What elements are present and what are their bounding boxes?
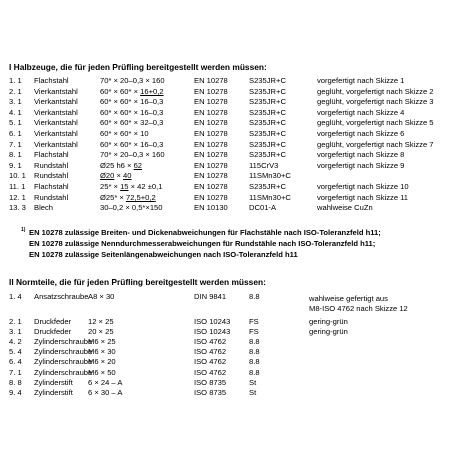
dims-cell: M6 × 50 (88, 367, 116, 377)
note-line: wahlweise gefertigt aus (309, 294, 388, 303)
grade-cell: FS (249, 317, 259, 326)
note-cell: gering-grün (309, 317, 348, 326)
note-cell: vorgefertigt nach Skizze 10 (317, 182, 409, 191)
name-cell: Vierkantstahl (34, 107, 78, 117)
dims-part: × 42 ±0,1 (128, 182, 163, 191)
norm-cell: EN 10278 (194, 192, 228, 202)
norm-cell: ISO 4762 (194, 367, 227, 377)
dims-cell (100, 118, 163, 128)
pos-cell: 8. 1 (9, 150, 22, 160)
footnote-line: EN 10278 zulässige Nenndurchmesserabweichungen für Rundstähle nach ISO-Toleranzfeld h11; (29, 239, 376, 248)
material-cell: 11SMn30+C (249, 192, 291, 202)
table-row (0, 388, 458, 398)
dims-part: × (114, 171, 124, 181)
dims-part: 60* × 60* × (100, 86, 141, 96)
pos-cell: 8. 8 (9, 377, 22, 387)
norm-cell: EN 10278 (194, 118, 228, 128)
norm-cell: ISO 8735 (194, 387, 227, 397)
table-row (0, 378, 458, 388)
dims-part: 70* × 20–0,3 × 160 (100, 150, 165, 160)
name-cell: Vierkantstahl (34, 129, 78, 138)
pos-cell: 3. 1 (9, 327, 22, 337)
norm-cell: EN 10278 (194, 129, 228, 138)
name-cell: Rundstahl (34, 171, 69, 181)
dims-cell (100, 76, 165, 86)
name-cell: Zylinderstift (34, 377, 73, 387)
dims-cell (100, 108, 163, 118)
table-row (0, 76, 458, 86)
name-cell: Flachstahl (34, 150, 69, 160)
footnote-marker: 1) (21, 227, 26, 233)
note-cell: geglüht, vorgefertigt nach Skizze 7 (317, 139, 434, 149)
dims-cell: M6 × 20 (88, 357, 116, 367)
name-cell: Flachstahl (34, 76, 69, 85)
dims-part: 60* × 60* × 10 (100, 129, 149, 138)
dims-part: Ø20 (100, 171, 115, 181)
pos-cell: 3. 1 (9, 97, 22, 107)
note-line: M8-ISO 4762 nach Skizze 12 (309, 304, 408, 313)
footnote-line: EN 10278 zulässige Seitenlängenabweichungen nach ISO-Toleranzfeld h11 (29, 250, 298, 259)
grade-cell: 8.8 (249, 367, 260, 377)
dims-part: 62 (133, 160, 143, 170)
dims-part: 60* × 60* × 16–0,3 (100, 97, 164, 107)
note-cell: wahlweise CuZn (317, 203, 373, 213)
norm-cell: ISO 10243 (194, 327, 231, 337)
footnote-line: EN 10278 zulässige Breiten- und Dickenabweichungen für Flachstähle nach ISO-Toleranzfeld h11; (29, 228, 381, 237)
dims-cell (100, 161, 142, 171)
material-cell: DC01-A (249, 203, 277, 213)
dims-part: 40 (123, 171, 132, 181)
name-cell: Zylinderstift (34, 387, 73, 397)
material-cell: S235JR+C (249, 118, 286, 128)
dims-cell (100, 203, 163, 213)
name-cell: Zylinderschraube (34, 347, 93, 357)
table-row (0, 87, 458, 97)
dims-cell: M6 × 25 (88, 337, 116, 347)
material-cell: S235JR+C (249, 129, 286, 138)
norm-cell: EN 10278 (194, 139, 228, 149)
pos-cell: 6. 4 (9, 357, 22, 367)
pos-cell: 1. 4 (9, 292, 22, 301)
pos-cell: 4. 2 (9, 337, 22, 347)
name-cell: Rundstahl (34, 160, 69, 170)
norm-cell: ISO 8735 (194, 377, 227, 387)
table-row (0, 161, 458, 171)
name-cell: Vierkantstahl (34, 139, 78, 149)
dims-cell (100, 87, 164, 97)
name-cell: Zylinderschraube (34, 357, 93, 367)
table-row (0, 129, 458, 139)
name-cell: Flachstahl (34, 182, 69, 191)
table-row (0, 357, 458, 367)
pos-cell: 2. 1 (9, 317, 22, 326)
dims-part: 60* × 60* × 16–0,3 (100, 139, 164, 149)
grade-cell: 8.8 (249, 347, 260, 357)
norm-cell: ISO 10243 (194, 317, 231, 326)
dims-cell: 6 × 30 – A (88, 387, 123, 397)
dims-cell: A8 × 30 (88, 292, 115, 301)
dims-cell (100, 182, 162, 192)
dims-cell (100, 140, 163, 150)
section-heading-normteile: II Normteile, die für jeden Prüfling bereitgestellt werden müssen: (9, 277, 266, 287)
table-row (0, 337, 458, 347)
name-cell: Druckfeder (34, 317, 72, 326)
norm-cell: EN 10278 (194, 107, 228, 117)
name-cell: Zylinderschraube (34, 337, 93, 347)
dims-part: 70* × 20–0,3 × 160 (100, 76, 165, 85)
note-cell: vorgefertigt nach Skizze 4 (317, 107, 405, 117)
pos-cell: 13. 3 (9, 203, 26, 213)
pos-cell: 9. 4 (9, 387, 22, 397)
dims-cell (100, 150, 165, 160)
section-heading-halbzeuge: I Halbzeuge, die für jeden Prüfling bereitgestellt werden müssen: (9, 62, 267, 72)
dims-part: Ø25* × (100, 192, 126, 202)
material-cell: S235JR+C (249, 139, 286, 149)
norm-cell: EN 10278 (194, 150, 228, 160)
name-cell: Druckfeder (34, 327, 72, 337)
material-cell: S235JR+C (249, 107, 286, 117)
norm-cell: ISO 4762 (194, 337, 227, 347)
grade-cell: 8.8 (249, 337, 260, 347)
grade-cell: 8.8 (249, 292, 260, 301)
pos-cell: 5. 4 (9, 347, 22, 357)
material-cell: 115CrV3 (249, 160, 279, 170)
table-row (0, 203, 458, 213)
dims-part: 25* × (100, 182, 121, 191)
pos-cell: 6. 1 (9, 129, 22, 138)
note-cell: geglüht, vorgefertigt nach Skizze 2 (317, 86, 434, 96)
pos-cell: 11. 1 (9, 182, 26, 191)
name-cell: Zylinderschraube (34, 367, 93, 377)
pos-cell: 10. 1 (9, 171, 26, 181)
pos-cell: 1. 1 (9, 76, 22, 85)
grade-cell: St (249, 387, 257, 397)
table-row (0, 171, 458, 181)
norm-cell: DIN 9841 (194, 292, 227, 301)
norm-cell: ISO 4762 (194, 347, 227, 357)
norm-cell: EN 10278 (194, 182, 228, 191)
material-cell: 11SMn30+C (249, 171, 291, 181)
note-cell: geglüht, vorgefertigt nach Skizze 5 (317, 118, 434, 128)
norm-cell: EN 10278 (194, 160, 228, 170)
table-row (0, 193, 458, 203)
table-row (0, 368, 458, 378)
name-cell: Vierkantstahl (34, 97, 78, 107)
table-row (0, 182, 458, 192)
table-row (0, 140, 458, 150)
note-cell: gering-grün (309, 327, 348, 337)
note-cell: vorgefertigt nach Skizze 6 (317, 129, 405, 138)
table-row (0, 118, 458, 128)
name-cell: Rundstahl (34, 192, 69, 202)
dims-cell: 20 × 25 (88, 327, 114, 337)
table-row (0, 150, 458, 160)
material-cell: S235JR+C (249, 86, 286, 96)
norm-cell: EN 10278 (194, 76, 228, 85)
material-cell: S235JR+C (249, 150, 286, 160)
dims-cell (100, 193, 156, 203)
dims-part: 60* × 60* × 32–0,3 (100, 118, 164, 128)
norm-cell: ISO 4762 (194, 357, 227, 367)
norm-cell: EN 10278 (194, 86, 228, 96)
pos-cell: 2. 1 (9, 86, 22, 96)
dims-part: 72,5+0,2 (125, 192, 156, 202)
dims-cell (100, 97, 163, 107)
name-cell: Vierkantstahl (34, 86, 78, 96)
dims-cell: 12 × 25 (88, 317, 114, 326)
note-cell: vorgefertigt nach Skizze 9 (317, 160, 405, 170)
table-row (0, 347, 458, 357)
dims-part: Ø25 h6 × (100, 160, 134, 170)
grade-cell: FS (249, 327, 259, 337)
pos-cell: 7. 1 (9, 139, 22, 149)
norm-cell: EN 10278 (194, 97, 228, 107)
note-cell: vorgefertigt nach Skizze 1 (317, 76, 405, 85)
note-cell: vorgefertigt nach Skizze 11 (317, 192, 409, 202)
norm-cell: EN 10130 (194, 203, 228, 213)
dims-part: 16+0,2 (140, 86, 164, 96)
dims-cell (100, 171, 131, 181)
note-cell: geglüht, vorgefertigt nach Skizze 3 (317, 97, 434, 107)
table-row (0, 292, 458, 302)
dims-part: 30–0,2 × 0,5*×150 (100, 203, 163, 213)
pos-cell: 7. 1 (9, 367, 22, 377)
norm-cell: EN 10278 (194, 171, 228, 181)
grade-cell: 8.8 (249, 357, 260, 367)
dims-part: 15 (120, 182, 129, 191)
material-cell: S235JR+C (249, 97, 286, 107)
table-row (0, 317, 458, 327)
dims-cell: M6 × 30 (88, 347, 116, 357)
dims-cell (100, 129, 149, 139)
table-row (0, 108, 458, 118)
pos-cell: 5. 1 (9, 118, 22, 128)
table-row (0, 327, 458, 337)
pos-cell: 9. 1 (9, 160, 22, 170)
dims-cell: 6 × 24 – A (88, 377, 123, 387)
material-cell: S235JR+C (249, 182, 286, 191)
name-cell: Ansatzschraube (34, 292, 89, 301)
table-row (0, 97, 458, 107)
material-cell: S235JR+C (249, 76, 286, 85)
name-cell: Blech (34, 203, 53, 213)
pos-cell: 12. 1 (9, 192, 26, 202)
name-cell: Vierkantstahl (34, 118, 78, 128)
grade-cell: St (249, 377, 257, 387)
pos-cell: 4. 1 (9, 107, 22, 117)
dims-part: 60* × 60* × 16–0,3 (100, 107, 164, 117)
note-cell: vorgefertigt nach Skizze 8 (317, 150, 405, 160)
